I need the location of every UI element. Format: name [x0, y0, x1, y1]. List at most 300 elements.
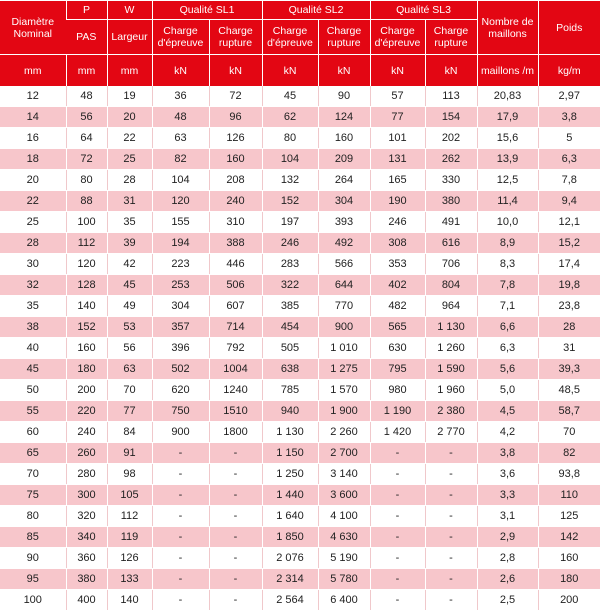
table-cell: 454 — [262, 317, 318, 338]
table-cell: 3,1 — [477, 506, 538, 527]
table-cell: 400 — [66, 590, 107, 611]
table-cell: - — [425, 464, 477, 485]
table-cell: 4 100 — [318, 506, 370, 527]
table-cell: 3,6 — [477, 464, 538, 485]
table-cell: 120 — [66, 254, 107, 275]
table-cell: 8,9 — [477, 233, 538, 254]
table-cell: 63 — [152, 128, 209, 149]
table-cell: 644 — [318, 275, 370, 296]
table-cell: - — [209, 569, 262, 590]
table-cell: 112 — [66, 233, 107, 254]
table-cell: 506 — [209, 275, 262, 296]
table-cell: - — [370, 443, 425, 464]
table-cell: 304 — [152, 296, 209, 317]
table-cell: 17,4 — [538, 254, 600, 275]
table-cell: 202 — [425, 128, 477, 149]
table-cell: - — [425, 569, 477, 590]
table-cell: 10,0 — [477, 212, 538, 233]
table-cell: 160 — [318, 128, 370, 149]
table-row — [0, 317, 600, 338]
table-row — [0, 485, 600, 506]
table-cell: 63 — [107, 359, 152, 380]
table-cell: 60 — [0, 422, 66, 443]
table-cell: 2 314 — [262, 569, 318, 590]
table-cell: 16 — [0, 128, 66, 149]
table-cell: 220 — [66, 401, 107, 422]
table-row — [0, 359, 600, 380]
table-body — [0, 86, 600, 611]
table-cell: - — [152, 485, 209, 506]
header-sl2-charge-rupture: Charge rupture — [318, 20, 370, 55]
table-cell: 85 — [0, 527, 66, 548]
table-cell: - — [209, 548, 262, 569]
table-cell: 785 — [262, 380, 318, 401]
table-row — [0, 86, 600, 107]
table-cell: 262 — [425, 149, 477, 170]
table-cell: 75 — [0, 485, 66, 506]
table-cell: - — [370, 527, 425, 548]
table-cell: 310 — [209, 212, 262, 233]
table-row — [0, 296, 600, 317]
table-cell: 56 — [66, 107, 107, 128]
table-cell: 65 — [0, 443, 66, 464]
table-cell: 630 — [370, 338, 425, 359]
table-cell: 45 — [0, 359, 66, 380]
table-cell: 6 400 — [318, 590, 370, 611]
unit-cell: mm — [0, 55, 66, 87]
table-cell: 8,3 — [477, 254, 538, 275]
table-cell: 32 — [0, 275, 66, 296]
table-cell: 30 — [0, 254, 66, 275]
table-row — [0, 506, 600, 527]
header-sl1-charge-epreuve: Charge d'épreuve — [152, 20, 209, 55]
table-cell: 208 — [209, 170, 262, 191]
table-cell: 140 — [66, 296, 107, 317]
table-cell: 15,2 — [538, 233, 600, 254]
table-cell: 6,3 — [477, 338, 538, 359]
table-cell: 80 — [66, 170, 107, 191]
table-cell: 70 — [0, 464, 66, 485]
table-cell: 360 — [66, 548, 107, 569]
table-cell: 82 — [152, 149, 209, 170]
table-cell: 57 — [370, 86, 425, 107]
table-cell: 1 640 — [262, 506, 318, 527]
table-cell: 98 — [107, 464, 152, 485]
table-cell: 330 — [425, 170, 477, 191]
table-cell: 12,5 — [477, 170, 538, 191]
table-cell: - — [209, 506, 262, 527]
table-cell: 4,2 — [477, 422, 538, 443]
table-cell: 2,6 — [477, 569, 538, 590]
header-qualite-sl3: Qualité SL3 — [370, 1, 477, 20]
table-cell: - — [209, 485, 262, 506]
table-cell: 200 — [66, 380, 107, 401]
header-nombre-de-maillons: Nombre de maillons — [477, 1, 538, 55]
table-cell: 3,8 — [477, 443, 538, 464]
table-cell: 112 — [107, 506, 152, 527]
table-cell: 792 — [209, 338, 262, 359]
table-cell: 322 — [262, 275, 318, 296]
table-cell: 45 — [262, 86, 318, 107]
table-cell: 7,8 — [477, 275, 538, 296]
table-cell: 28 — [107, 170, 152, 191]
table-cell: 62 — [262, 107, 318, 128]
table-cell: 23,8 — [538, 296, 600, 317]
table-cell: 39 — [107, 233, 152, 254]
table-row — [0, 422, 600, 443]
table-cell: 28 — [0, 233, 66, 254]
table-cell: 58,7 — [538, 401, 600, 422]
table-cell: 1 275 — [318, 359, 370, 380]
table-cell: 770 — [318, 296, 370, 317]
table-cell: 77 — [370, 107, 425, 128]
table-cell: 48 — [152, 107, 209, 128]
table-cell: 2 700 — [318, 443, 370, 464]
table-cell: 19 — [107, 86, 152, 107]
table-cell: 209 — [318, 149, 370, 170]
table-cell: 3,8 — [538, 107, 600, 128]
table-row — [0, 401, 600, 422]
table-cell: - — [152, 464, 209, 485]
table-cell: - — [370, 569, 425, 590]
table-cell: 12 — [0, 86, 66, 107]
table-cell: 77 — [107, 401, 152, 422]
table-cell: 84 — [107, 422, 152, 443]
table-cell: - — [152, 569, 209, 590]
table-cell: 96 — [209, 107, 262, 128]
table-cell: 152 — [66, 317, 107, 338]
table-cell: 1 900 — [318, 401, 370, 422]
table-cell: - — [370, 485, 425, 506]
table-cell: 280 — [66, 464, 107, 485]
table-row — [0, 548, 600, 569]
table-cell: 1240 — [209, 380, 262, 401]
table-cell: - — [152, 443, 209, 464]
table-cell: 900 — [152, 422, 209, 443]
table-cell: 380 — [425, 191, 477, 212]
table-cell: 95 — [0, 569, 66, 590]
table-row — [0, 275, 600, 296]
table-cell: 14 — [0, 107, 66, 128]
table-cell: 22 — [107, 128, 152, 149]
table-cell: 3 140 — [318, 464, 370, 485]
table-cell: - — [425, 590, 477, 611]
table-cell: 200 — [538, 590, 600, 611]
table-cell: 353 — [370, 254, 425, 275]
table-cell: - — [370, 464, 425, 485]
table-cell: 5 190 — [318, 548, 370, 569]
table-cell: 2 770 — [425, 422, 477, 443]
table-cell: 900 — [318, 317, 370, 338]
table-cell: 38 — [0, 317, 66, 338]
table-cell: 7,1 — [477, 296, 538, 317]
table-cell: 140 — [107, 590, 152, 611]
table-cell: 620 — [152, 380, 209, 401]
table-cell: 56 — [107, 338, 152, 359]
table-cell: 380 — [66, 569, 107, 590]
table-cell: 1 850 — [262, 527, 318, 548]
table-cell: 25 — [0, 212, 66, 233]
header-p: P — [66, 1, 107, 20]
table-cell: 49 — [107, 296, 152, 317]
table-cell: - — [209, 443, 262, 464]
table-cell: 1 150 — [262, 443, 318, 464]
table-cell: 396 — [152, 338, 209, 359]
table-cell: 64 — [66, 128, 107, 149]
table-cell: 20 — [0, 170, 66, 191]
table-cell: 2,8 — [477, 548, 538, 569]
table-cell: 48,5 — [538, 380, 600, 401]
table-cell: 223 — [152, 254, 209, 275]
table-cell: 1 010 — [318, 338, 370, 359]
table-cell: 190 — [370, 191, 425, 212]
table-cell: 1 420 — [370, 422, 425, 443]
table-row — [0, 527, 600, 548]
header-qualite-sl1: Qualité SL1 — [152, 1, 262, 20]
table-cell: 133 — [107, 569, 152, 590]
table-cell: 2 380 — [425, 401, 477, 422]
table-cell: 72 — [209, 86, 262, 107]
table-cell: 93,8 — [538, 464, 600, 485]
table-cell: 20,83 — [477, 86, 538, 107]
header-poids: Poids — [538, 1, 600, 55]
table-cell: 17,9 — [477, 107, 538, 128]
table-cell: - — [425, 506, 477, 527]
table-cell: 5 780 — [318, 569, 370, 590]
table-cell: 393 — [318, 212, 370, 233]
table-cell: 55 — [0, 401, 66, 422]
unit-cell: kN — [425, 55, 477, 87]
table-cell: 126 — [209, 128, 262, 149]
table-cell: - — [152, 527, 209, 548]
table-cell: 1 960 — [425, 380, 477, 401]
table-cell: 7,8 — [538, 170, 600, 191]
table-cell: 15,6 — [477, 128, 538, 149]
table-cell: 750 — [152, 401, 209, 422]
table-row — [0, 464, 600, 485]
table-cell: 50 — [0, 380, 66, 401]
units-row — [0, 55, 600, 87]
table-cell: 28 — [538, 317, 600, 338]
table-cell: 180 — [538, 569, 600, 590]
table-cell: - — [209, 527, 262, 548]
table-cell: 142 — [538, 527, 600, 548]
table-cell: - — [425, 443, 477, 464]
table-cell: 240 — [209, 191, 262, 212]
table-cell: 42 — [107, 254, 152, 275]
table-cell: 385 — [262, 296, 318, 317]
table-row — [0, 149, 600, 170]
table-cell: 160 — [209, 149, 262, 170]
table-cell: 11,4 — [477, 191, 538, 212]
table-cell: 706 — [425, 254, 477, 275]
table-cell: 90 — [0, 548, 66, 569]
table-cell: 940 — [262, 401, 318, 422]
table-cell: 100 — [66, 212, 107, 233]
table-cell: 502 — [152, 359, 209, 380]
table-cell: 45 — [107, 275, 152, 296]
table-cell: 2 564 — [262, 590, 318, 611]
table-cell: 565 — [370, 317, 425, 338]
table-cell: 194 — [152, 233, 209, 254]
table-row — [0, 212, 600, 233]
unit-cell: kN — [318, 55, 370, 87]
unit-cell: mm — [66, 55, 107, 87]
table-cell: 160 — [538, 548, 600, 569]
table-cell: 2,5 — [477, 590, 538, 611]
table-row — [0, 569, 600, 590]
table-cell: - — [209, 590, 262, 611]
table-cell: 154 — [425, 107, 477, 128]
table-cell: 152 — [262, 191, 318, 212]
table-cell: 6,6 — [477, 317, 538, 338]
table-cell: 126 — [107, 548, 152, 569]
table-cell: 505 — [262, 338, 318, 359]
header-sl3-charge-rupture: Charge rupture — [425, 20, 477, 55]
table-cell: 12,1 — [538, 212, 600, 233]
table-cell: 1510 — [209, 401, 262, 422]
table-cell: - — [152, 548, 209, 569]
table-cell: 80 — [0, 506, 66, 527]
table-cell: 90 — [318, 86, 370, 107]
table-cell: 964 — [425, 296, 477, 317]
table-cell: 124 — [318, 107, 370, 128]
table-cell: 320 — [66, 506, 107, 527]
table-cell: 132 — [262, 170, 318, 191]
table-row — [0, 233, 600, 254]
table-cell: 35 — [0, 296, 66, 317]
table-cell: 264 — [318, 170, 370, 191]
table-cell: 1 440 — [262, 485, 318, 506]
table-cell: 1 260 — [425, 338, 477, 359]
table-cell: 18 — [0, 149, 66, 170]
table-cell: 180 — [66, 359, 107, 380]
table-row — [0, 443, 600, 464]
table-cell: 48 — [66, 86, 107, 107]
table-cell: 357 — [152, 317, 209, 338]
table-cell: 240 — [66, 422, 107, 443]
table-cell: 1 130 — [425, 317, 477, 338]
unit-cell: mm — [107, 55, 152, 87]
table-cell: 492 — [318, 233, 370, 254]
table-cell: 304 — [318, 191, 370, 212]
table-cell: 2 076 — [262, 548, 318, 569]
table-cell: 246 — [262, 233, 318, 254]
table-cell: 40 — [0, 338, 66, 359]
table-cell: 31 — [538, 338, 600, 359]
table-cell: 5,6 — [477, 359, 538, 380]
table-cell: 4,5 — [477, 401, 538, 422]
table-cell: 53 — [107, 317, 152, 338]
table-cell: 128 — [66, 275, 107, 296]
table-cell: 1 250 — [262, 464, 318, 485]
table-cell: 160 — [66, 338, 107, 359]
table-cell: 105 — [107, 485, 152, 506]
table-cell: 980 — [370, 380, 425, 401]
table-cell: 308 — [370, 233, 425, 254]
header-sl1-charge-rupture: Charge rupture — [209, 20, 262, 55]
table-cell: 113 — [425, 86, 477, 107]
table-header — [0, 1, 600, 87]
table-cell: 300 — [66, 485, 107, 506]
table-cell: 482 — [370, 296, 425, 317]
header-w: W — [107, 1, 152, 20]
table-cell: 638 — [262, 359, 318, 380]
table-cell: 6,3 — [538, 149, 600, 170]
table-cell: 110 — [538, 485, 600, 506]
unit-cell: maillons /m — [477, 55, 538, 87]
table-cell: 82 — [538, 443, 600, 464]
table-cell: 2 260 — [318, 422, 370, 443]
table-cell: 197 — [262, 212, 318, 233]
table-cell: 3 600 — [318, 485, 370, 506]
header-sl2-charge-epreuve: Charge d'épreuve — [262, 20, 318, 55]
table-cell: 31 — [107, 191, 152, 212]
table-cell: 1 130 — [262, 422, 318, 443]
table-cell: 1 570 — [318, 380, 370, 401]
table-cell: 13,9 — [477, 149, 538, 170]
unit-cell: kN — [152, 55, 209, 87]
table-cell: 104 — [262, 149, 318, 170]
table-cell: 795 — [370, 359, 425, 380]
table-cell: 100 — [0, 590, 66, 611]
unit-cell: kN — [209, 55, 262, 87]
table-cell: 607 — [209, 296, 262, 317]
table-row — [0, 191, 600, 212]
table-cell: 2,9 — [477, 527, 538, 548]
table-cell: 9,4 — [538, 191, 600, 212]
table-cell: 260 — [66, 443, 107, 464]
table-cell: - — [152, 506, 209, 527]
table-cell: 120 — [152, 191, 209, 212]
table-cell: 340 — [66, 527, 107, 548]
table-cell: 155 — [152, 212, 209, 233]
table-cell: 4 630 — [318, 527, 370, 548]
unit-cell: kN — [262, 55, 318, 87]
header-pas: PAS — [66, 20, 107, 55]
table-cell: - — [425, 527, 477, 548]
table-cell: 19,8 — [538, 275, 600, 296]
table-cell: - — [152, 590, 209, 611]
table-cell: 3,3 — [477, 485, 538, 506]
header-qualite-sl2: Qualité SL2 — [262, 1, 370, 20]
table-cell: 1 190 — [370, 401, 425, 422]
table-cell: 402 — [370, 275, 425, 296]
table-cell: 446 — [209, 254, 262, 275]
table-cell: 70 — [107, 380, 152, 401]
table-cell: 70 — [538, 422, 600, 443]
header-diametre-nominal: Diamètre Nominal — [0, 1, 66, 55]
table-cell: - — [425, 485, 477, 506]
table-row — [0, 380, 600, 401]
table-cell: - — [370, 590, 425, 611]
table-cell: 35 — [107, 212, 152, 233]
table-cell: - — [370, 548, 425, 569]
table-cell: 1800 — [209, 422, 262, 443]
table-row — [0, 590, 600, 611]
table-cell: 5 — [538, 128, 600, 149]
table-cell: 253 — [152, 275, 209, 296]
table-cell: 1 590 — [425, 359, 477, 380]
table-cell: 804 — [425, 275, 477, 296]
table-cell: 20 — [107, 107, 152, 128]
table-row — [0, 170, 600, 191]
table-cell: 2,97 — [538, 86, 600, 107]
table-cell: 5,0 — [477, 380, 538, 401]
table-cell: 104 — [152, 170, 209, 191]
table-row — [0, 338, 600, 359]
table-cell: 388 — [209, 233, 262, 254]
